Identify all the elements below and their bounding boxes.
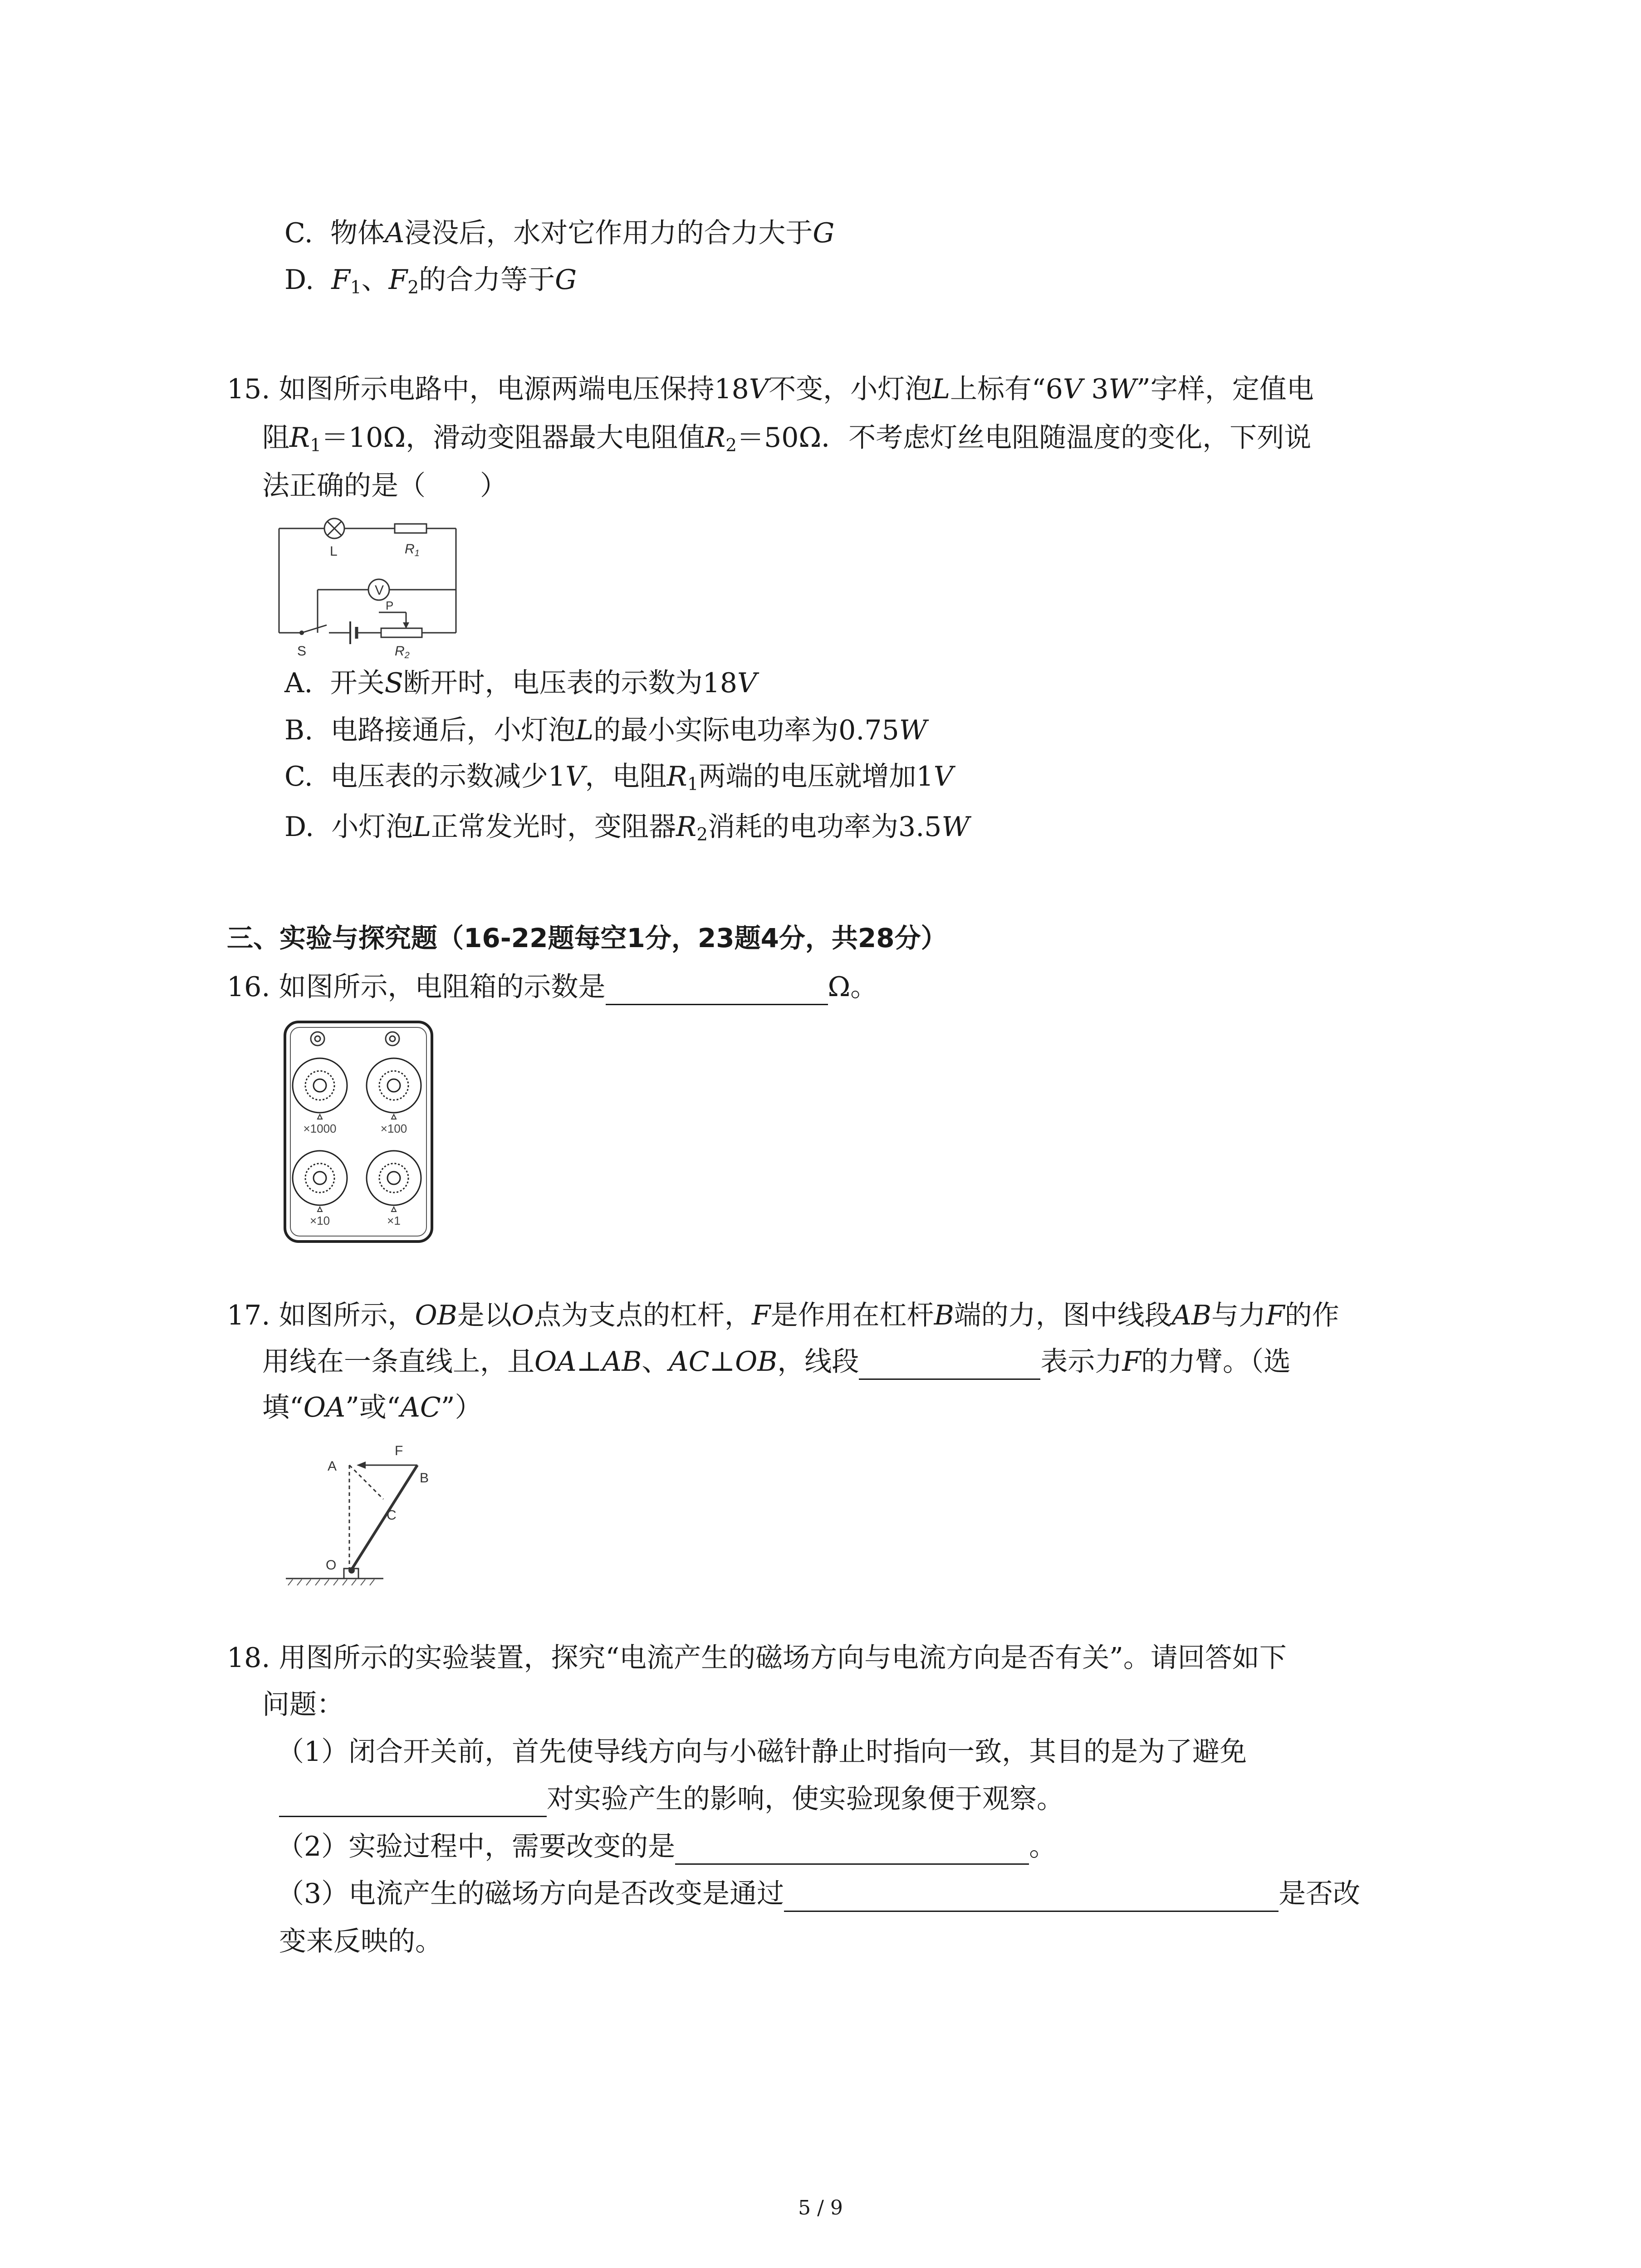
q18-part-1: （1）闭合开关前，首先使导线方向与小磁针静止时指向一致，其目的是为了避免: [277, 1736, 1247, 1768]
q18-stem-line-1: 18. 用图所示的实验装置，探究“电流产生的磁场方向与电流方向是否有关”。请回答如下: [227, 1642, 1287, 1674]
dial-label-x100: ×100: [380, 1122, 407, 1135]
label-A: A: [328, 1459, 337, 1474]
q17-stem-line-3: 填“OA”或“AC”）: [262, 1392, 482, 1423]
q18-part-3-cont: 变来反映的。: [279, 1926, 442, 1957]
q15-option-d: D. 小灯泡L正常发光时，变阻器$R_2$消耗的电功率为3.5W: [284, 811, 970, 845]
label-C: C: [387, 1508, 397, 1523]
q16-resistance-box: [281, 1018, 436, 1245]
q17-lever-diagram: [281, 1429, 485, 1592]
dial-label-x1000: ×1000: [303, 1122, 337, 1135]
q18-blank-1[interactable]: [279, 1787, 547, 1817]
label-P: P: [386, 599, 394, 612]
q16-answer-blank[interactable]: [606, 975, 828, 1005]
q15-stem-line-3: 法正确的是（ ）: [262, 470, 507, 502]
q15-circuit-diagram: [272, 508, 463, 662]
label-F: F: [395, 1443, 403, 1458]
label-R1: $R_1$: [405, 542, 420, 558]
section-3-title: 三、实验与探究题（16-22题每空1分，23题4分，共28分）: [227, 923, 947, 953]
q18-blank-3[interactable]: [784, 1882, 1279, 1912]
q18-part-2: （2）实验过程中，需要改变的是 。: [277, 1828, 1056, 1865]
q15-option-c: C. 电压表的示数减少1V，电阻$R_1$两端的电压就增加1V: [284, 761, 954, 795]
dial-label-x10: ×10: [309, 1214, 330, 1227]
q15-option-b: B. 电路接通后，小灯泡L的最小实际电功率为0.75W: [284, 714, 927, 746]
q17-answer-blank[interactable]: [859, 1349, 1040, 1380]
label-B: B: [420, 1471, 429, 1486]
q15-option-a: A. 开关S断开时，电压表的示数为18V: [284, 667, 757, 699]
q15-stem-line-1: 15. 如图所示电路中，电源两端电压保持18V不变，小灯泡L上标有“6V 3W”字样，定值电: [227, 373, 1314, 405]
label-S: S: [297, 644, 307, 659]
q14-option-c: C. 物体A浸没后，水对它作用力的合力大于G: [284, 217, 835, 249]
q18-part-1-cont: 对实验产生的影响，使实验现象便于观察。: [279, 1781, 1064, 1817]
q15-stem-line-2: 阻$R_1=10\Omega$，滑动变阻器最大电阻值$R_2=50\Omega$．不考虑灯丝电阻随温度的变化，下列说: [262, 422, 1312, 456]
q14-option-d: D. $F_1$、$F_2$的合力等于G: [284, 264, 577, 298]
force-arrow-head-icon: [357, 1461, 366, 1469]
switch-contact: [299, 631, 304, 635]
pivot-pin: [348, 1567, 355, 1574]
q16-stem: 16. 如图所示，电阻箱的示数是 Ω。: [227, 969, 877, 1005]
q17-stem-line-2: 用线在一条直线上，且OA⊥AB、AC⊥OB，线段 表示力F的力臂。（选: [262, 1344, 1291, 1380]
label-R2: $R_2$: [395, 644, 410, 660]
label-L: L: [330, 544, 338, 559]
label-O: O: [326, 1558, 337, 1573]
dial-label-x1: ×1: [387, 1214, 401, 1227]
q18-part-3: （3）电流产生的磁场方向是否改变是通过 是否改: [277, 1876, 1360, 1912]
page-number: 5 / 9: [798, 2196, 843, 2219]
q17-stem-line-1: 17. 如图所示，OB是以O点为支点的杠杆，F是作用在杠杆B端的力，图中线段AB与力F的作: [227, 1300, 1339, 1331]
q18-stem-line-2: 问题：: [262, 1689, 344, 1721]
q18-blank-2[interactable]: [675, 1834, 1029, 1865]
label-V: V: [375, 583, 384, 598]
